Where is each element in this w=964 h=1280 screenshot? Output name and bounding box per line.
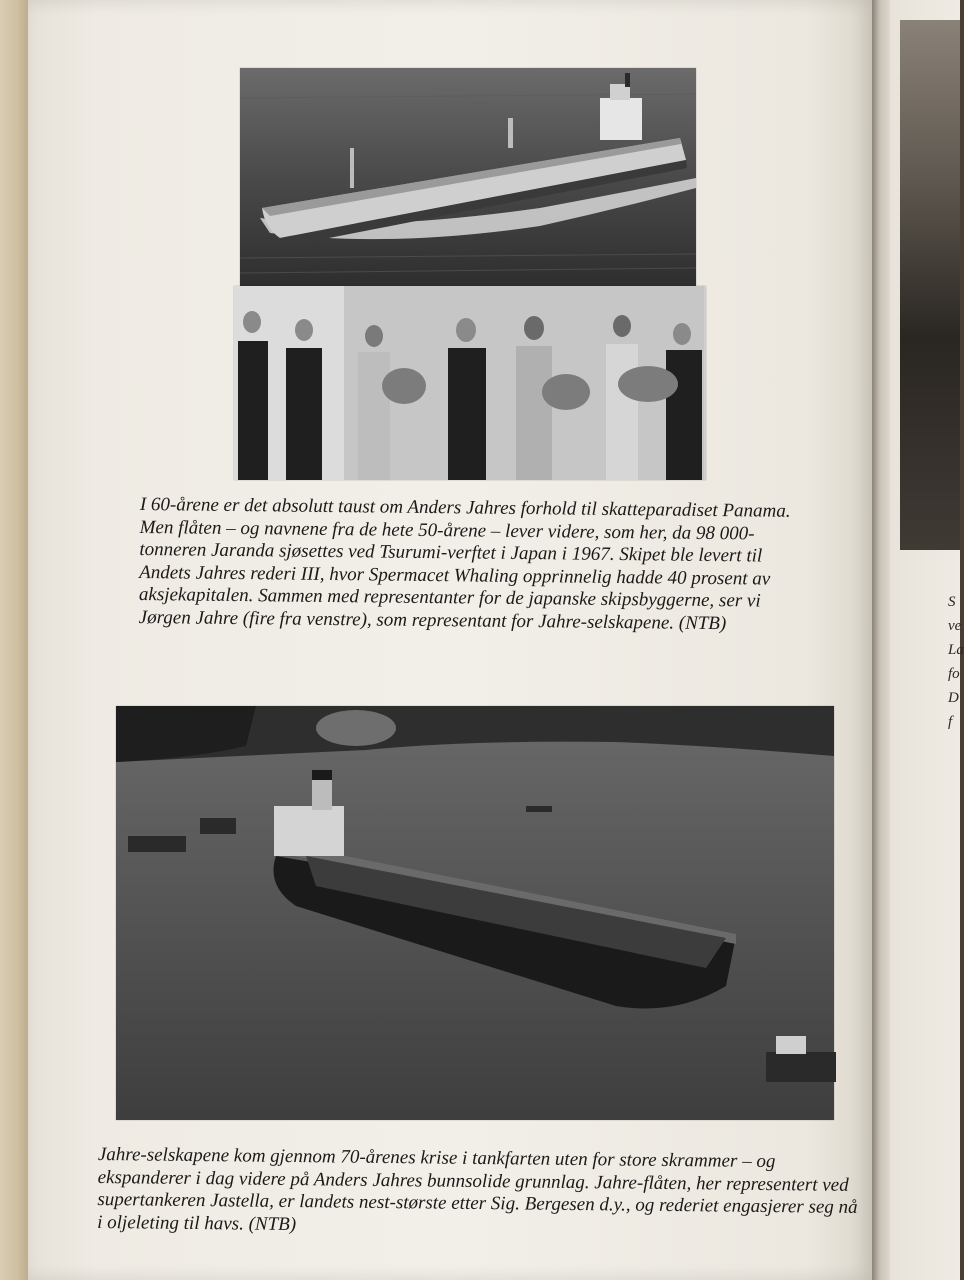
- photo-launch-ceremony-group: [234, 286, 706, 480]
- facing-page-photo: [900, 20, 960, 550]
- facing-page-fragment: D: [948, 690, 959, 706]
- facing-page-text-fragments: [948, 590, 964, 734]
- facing-page-fragment: fo: [948, 666, 960, 682]
- photo-supertanker-jastella: [116, 706, 834, 1120]
- facing-page-fragment: f: [948, 714, 953, 730]
- photo-tanker-at-sea: [240, 68, 696, 286]
- caption-top: I 60-årene er det absolutt taust om Anders Jahres forhold til skatteparadiset Panama. Men flåten – og navnene fra de hete 50-årene – lever videre, som her, da 98 000-tonneren Jaranda sjøsettes ved Tsurumi-verftet i Japan i 1967. Skipet ble levert til Andets Jahres rederi III, hvor Spermacet Whaling opprinnelig hadde 40 prosent av aksjekapitalen. Sammen med representanter for de japanske skipsbyggerne, ser vi Jørgen Jahre (fire fra venstre), som representant for Jahre-selskapene. (NTB): [138, 494, 791, 634]
- caption-bottom: Jahre-selskapene kom gjennom 70-årenes krise i tankfarten uten for store skrammer – og ekspanderer i dag videre på Anders Jahres bunnsolide grunnlag. Jahre-flåten, her representert ved supertankeren Jastella, er landets nest-største etter Sig. Bergesen d.y., og rederiet engasjerer seg nå i oljeleting til havs. (NTB): [97, 1144, 858, 1235]
- facing-page-fragment: La: [948, 642, 964, 658]
- facing-page-fragment: ve: [948, 618, 962, 634]
- book-gutter: [872, 0, 892, 1280]
- book-spine-left: [0, 0, 30, 1280]
- facing-page-fragment: S: [948, 594, 956, 610]
